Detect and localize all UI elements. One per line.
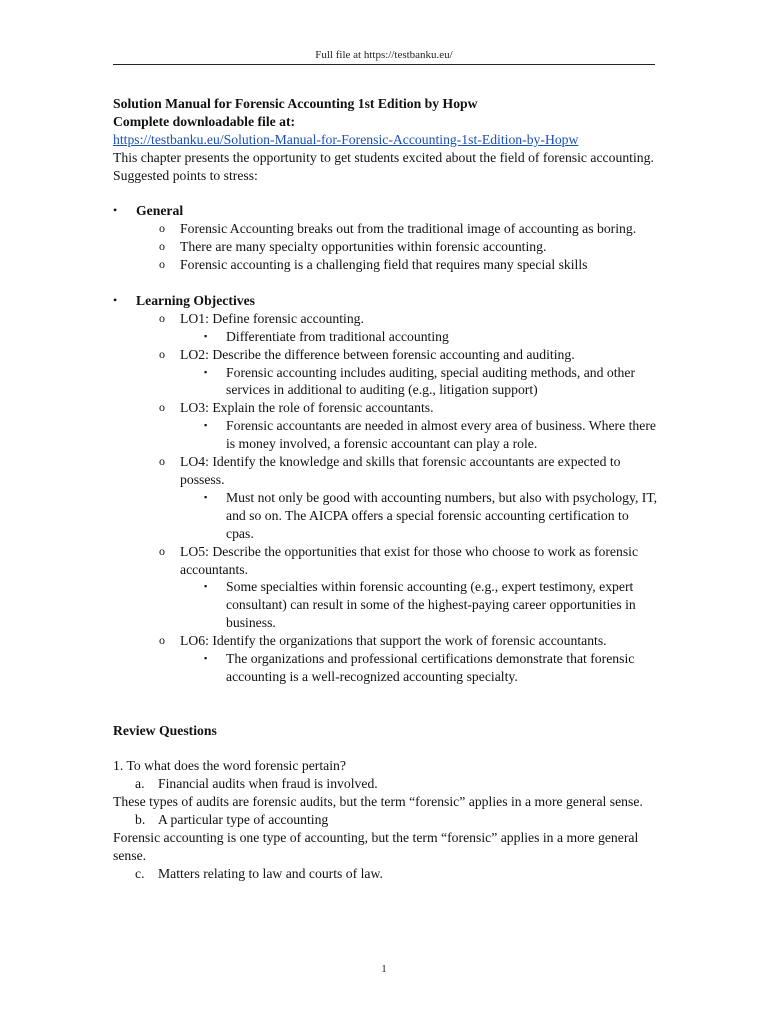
objective-subitem	[113, 364, 658, 400]
list-item-text: Forensic Accounting breaks out from the traditional image of accounting as boring.	[180, 221, 637, 237]
circle-bullet-icon: o	[159, 543, 165, 558]
objective-subitem	[113, 417, 658, 453]
objective-text: LO1: Define forensic accounting.	[180, 310, 364, 326]
section-general	[113, 202, 658, 220]
review-questions-heading: Review Questions	[113, 722, 217, 738]
section-heading: Learning Objectives	[136, 292, 255, 308]
document-body	[113, 95, 658, 883]
document-title: Solution Manual for Forensic Accounting 1st Edition by Hopw	[113, 96, 478, 111]
objective-item	[113, 453, 658, 489]
objective-text: LO4: Identify the knowledge and skills that forensic accountants are expected to possess.	[180, 454, 621, 487]
option-letter: a.	[135, 776, 145, 792]
option-explanation: These types of audits are forensic audits, but the term “forensic” applies in a more general sense.	[113, 794, 643, 810]
circle-bullet-icon: o	[159, 633, 165, 648]
objective-item	[113, 346, 658, 364]
objective-subitem	[113, 650, 658, 686]
bullet-icon: •	[113, 203, 118, 218]
objective-text: LO2: Describe the difference between forensic accounting and auditing.	[180, 346, 575, 362]
square-bullet-icon: ▪	[204, 366, 208, 377]
answer-option	[113, 811, 658, 829]
answer-option	[113, 865, 658, 883]
objective-item	[113, 632, 658, 650]
square-bullet-icon: ▪	[204, 491, 208, 502]
list-item	[113, 238, 658, 256]
objective-subitem-text: Some specialties within forensic accounting (e.g., expert testimony, expert consultant) can result in some of the highest-paying career opportunities in business.	[226, 579, 636, 631]
circle-bullet-icon: o	[159, 221, 165, 236]
section-heading: General	[136, 203, 184, 219]
list-item	[113, 220, 658, 238]
answer-option	[113, 775, 658, 793]
list-item-text: Forensic accounting is a challenging field that requires many special skills	[180, 257, 588, 273]
objective-text: LO5: Describe the opportunities that exist for those who choose to work as forensic accountants.	[180, 543, 639, 577]
objective-item	[113, 399, 658, 417]
objective-item	[113, 310, 658, 328]
square-bullet-icon: ▪	[204, 581, 208, 592]
review-question: 1. To what does the word forensic pertain?	[113, 758, 346, 774]
objective-subitem-text: Forensic accounting includes auditing, special auditing methods, and other services in additional to auditing (e.g., litigation support)	[226, 364, 636, 398]
list-item	[113, 256, 658, 274]
download-link[interactable]: https://testbanku.eu/Solution-Manual-for-Forensic-Accounting-1st-Edition-by-Hopw	[113, 131, 579, 147]
objective-subitem	[113, 578, 658, 632]
list-item-text: There are many specialty opportunities within forensic accounting.	[180, 239, 547, 255]
circle-bullet-icon: o	[159, 257, 165, 272]
option-explanation: Forensic accounting is one type of accounting, but the term “forensic” applies in a more general sense.	[113, 830, 639, 863]
square-bullet-icon: ▪	[204, 653, 208, 664]
download-label: Complete downloadable file at:	[113, 113, 296, 129]
option-letter: b.	[135, 812, 146, 828]
objective-subitem-text: Forensic accountants are needed in almost every area of business. Where there is money involved, a forensic accountant can play a role.	[226, 418, 656, 452]
objective-subitem-text: Differentiate from traditional accounting	[226, 328, 449, 344]
objective-text: LO3: Explain the role of forensic accountants.	[180, 400, 434, 416]
option-text: Matters relating to law and courts of law.	[158, 865, 383, 881]
circle-bullet-icon: o	[159, 454, 165, 469]
circle-bullet-icon: o	[159, 346, 165, 361]
objective-subitem	[113, 328, 658, 346]
circle-bullet-icon: o	[159, 400, 165, 415]
objective-item	[113, 543, 658, 579]
objective-text: LO6: Identify the organizations that support the work of forensic accountants.	[180, 633, 607, 649]
section-learning-objectives	[113, 292, 658, 310]
header-rule	[113, 64, 655, 65]
bullet-icon: •	[113, 292, 118, 307]
page-header: Full file at https://testbanku.eu/	[315, 49, 453, 61]
intro-paragraph: This chapter presents the opportunity to get students excited about the field of forensic accounting. Suggested points to stress:	[113, 149, 654, 183]
option-text: A particular type of accounting	[158, 812, 329, 828]
circle-bullet-icon: o	[159, 310, 165, 325]
objective-subitem-text: The organizations and professional certifications demonstrate that forensic accounting is a well-recognized accounting specialty.	[226, 651, 635, 684]
option-letter: c.	[135, 865, 145, 881]
circle-bullet-icon: o	[159, 239, 165, 254]
page-number: 1	[381, 963, 387, 975]
square-bullet-icon: ▪	[204, 330, 208, 341]
option-text: Financial audits when fraud is involved.	[158, 776, 378, 792]
objective-subitem-text: Must not only be good with accounting numbers, but also with psychology, IT, and so on. The AICPA offers a special forensic accounting certification to cpas.	[226, 489, 658, 541]
square-bullet-icon: ▪	[204, 420, 208, 431]
objective-subitem	[113, 489, 658, 543]
